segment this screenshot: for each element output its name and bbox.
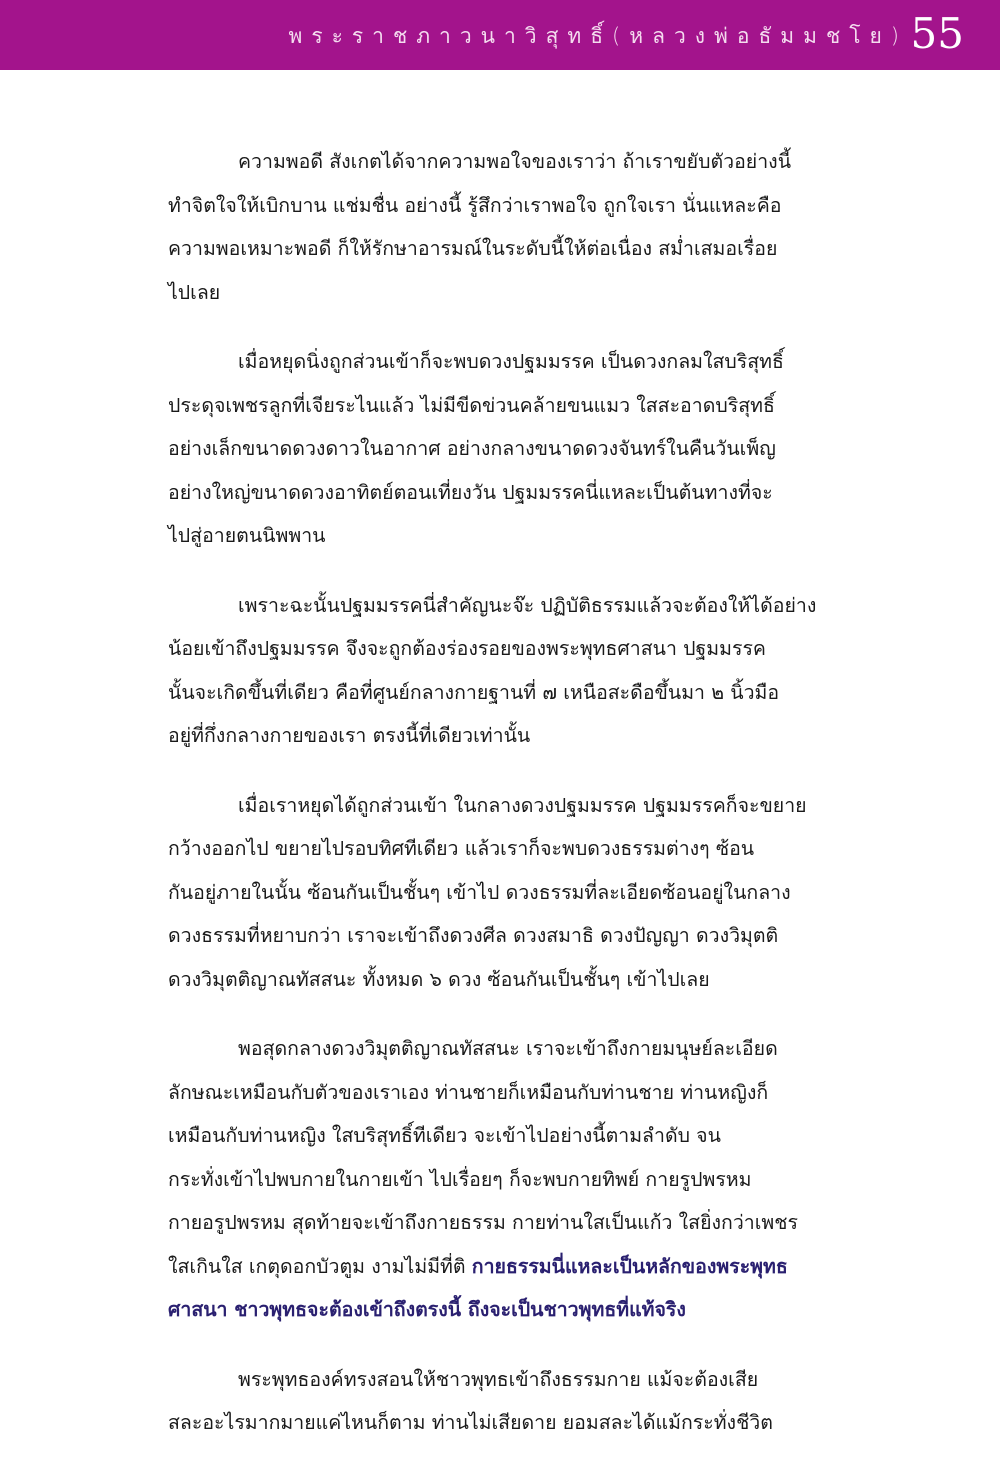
text-line: สละอะไรมากมายแค่ไหนก็ตาม ท่านไม่เสียดาย ยอมสละได้แม้กระทั่งชีวิต	[168, 1411, 773, 1434]
text-line: อยู่ที่กึ่งกลางกายของเรา ตรงนี้ที่เดียวเท่านั้น	[168, 724, 531, 747]
paragraph-6	[168, 1358, 834, 1445]
text-line: ประดุจเพชรลูกที่เจียระไนแล้ว ไม่มีขีดข่วนคล้ายขนแมว ใสสะอาดบริสุทธิ์	[168, 393, 775, 417]
text-line: ดวงธรรมที่หยาบกว่า เราจะเข้าถึงดวงศีล ดวงสมาธิ ดวงปัญญา ดวงวิมุตติ	[168, 924, 779, 947]
page-number: 55	[910, 9, 964, 58]
text-line: อย่างใหญ่ขนาดดวงอาทิตย์ตอนเที่ยงวัน ปฐมมรรคนี่แหละเป็นต้นทางที่จะ	[168, 480, 773, 504]
paragraph-3	[168, 584, 834, 758]
text-line: กระทั่งเข้าไปพบกายในกายเข้า ไปเรื่อยๆ ก็จะพบกายทิพย์ กายรูปพรหม	[168, 1167, 752, 1191]
paragraph-5	[168, 1027, 834, 1332]
text-line: นั้นจะเกิดขึ้นที่เดียว คือที่ศูนย์กลางกายฐานที่ ๗ เหนือสะดือขึ้นมา ๒ นิ้วมือ	[168, 680, 780, 704]
text-line-mixed	[168, 1245, 834, 1289]
text-line: พระพุทธองค์ทรงสอนให้ชาวพุทธเข้าถึงธรรมกาย แม้จะต้องเสีย	[238, 1367, 759, 1391]
text-line: เพราะฉะนั้นปฐมมรรคนี่สำคัญนะจ๊ะ ปฏิบัติธรรมแล้วจะต้องให้ได้อย่าง	[238, 593, 817, 617]
text-line: ทำจิตใจให้เบิกบาน แช่มชื่น อย่างนี้ รู้สึกว่าเราพอใจ ถูกใจเรา นั่นแหละคือ	[168, 193, 782, 217]
text-line: พอสุดกลางดวงวิมุตติญาณทัสสนะ เราจะเข้าถึงกายมนุษย์ละเอียด	[238, 1037, 778, 1060]
paragraph-1	[168, 140, 834, 314]
text-line: เมื่อหยุดนิ่งถูกส่วนเข้าก็จะพบดวงปฐมมรรค เป็นดวงกลมใสบริสุทธิ์	[238, 350, 784, 373]
text-line: ลักษณะเหมือนกับตัวของเราเอง ท่านชายก็เหมือนกับท่านชาย ท่านหญิงก็	[168, 1080, 769, 1104]
running-title: พระราชภาวนาวิสุทธิ์(หลวงพ่อธัมมชโย)	[288, 24, 908, 48]
text-line: ดวงวิมุตติญาณทัสสนะ ทั้งหมด ๖ ดวง ซ้อนกันเป็นชั้นๆ เข้าไปเลย	[168, 967, 710, 991]
text-line: เมื่อเราหยุดได้ถูกส่วนเข้า ในกลางดวงปฐมมรรค ปฐมมรรคก็จะขยาย	[238, 793, 807, 817]
text-line: กันอยู่ภายในนั้น ซ้อนกันเป็นชั้นๆ เข้าไป ดวงธรรมที่ละเอียดซ้อนอยู่ในกลาง	[168, 880, 791, 904]
highlighted-text: กายธรรมนี่แหละเป็นหลักของพระพุทธ	[471, 1254, 788, 1278]
text-line: ไปสู่อายตนนิพพาน	[168, 524, 326, 547]
text-line: น้อยเข้าถึงปฐมมรรค จึงจะถูกต้องร่องรอยของพระพุทธศาสนา ปฐมมรรค	[168, 637, 766, 660]
text-line: กายอรูปพรหม สุดท้ายจะเข้าถึงกายธรรม กายท่านใสเป็นแก้ว ใสยิ่งกว่าเพชร	[168, 1211, 798, 1234]
text-segment: ใสเกินใส เกตุดอกบัวตูม งามไม่มีที่ติ	[168, 1254, 472, 1278]
text-line: เหมือนกับท่านหญิง ใสบริสุทธิ์ทีเดียว จะเข้าไปอย่างนี้ตามลำดับ จน	[168, 1124, 721, 1147]
text-line: ไปเลย	[168, 280, 221, 304]
text-line: ความพอเหมาะพอดี ก็ให้รักษาอารมณ์ในระดับนี้ให้ต่อเนื่อง สม่ำเสมอเรื่อย	[168, 237, 778, 260]
highlighted-text-line: ศาสนา ชาวพุทธจะต้องเข้าถึงตรงนี้ ถึงจะเป็นชาวพุทธที่แท้จริง	[168, 1298, 686, 1321]
page-body	[168, 140, 834, 1471]
text-line: ความพอดี สังเกตได้จากความพอใจของเราว่า ถ้าเราขยับตัวอย่างนี้	[238, 150, 792, 173]
paragraph-4	[168, 784, 834, 1002]
text-line: อย่างเล็กขนาดดวงดาวในอากาศ อย่างกลางขนาดดวงจันทร์ในคืนวันเพ็ญ	[168, 437, 776, 460]
header-bar	[0, 0, 1000, 70]
text-line: กว้างออกไป ขยายไปรอบทิศทีเดียว แล้วเราก็จะพบดวงธรรมต่างๆ ซ้อน	[168, 837, 755, 860]
paragraph-2	[168, 340, 834, 558]
